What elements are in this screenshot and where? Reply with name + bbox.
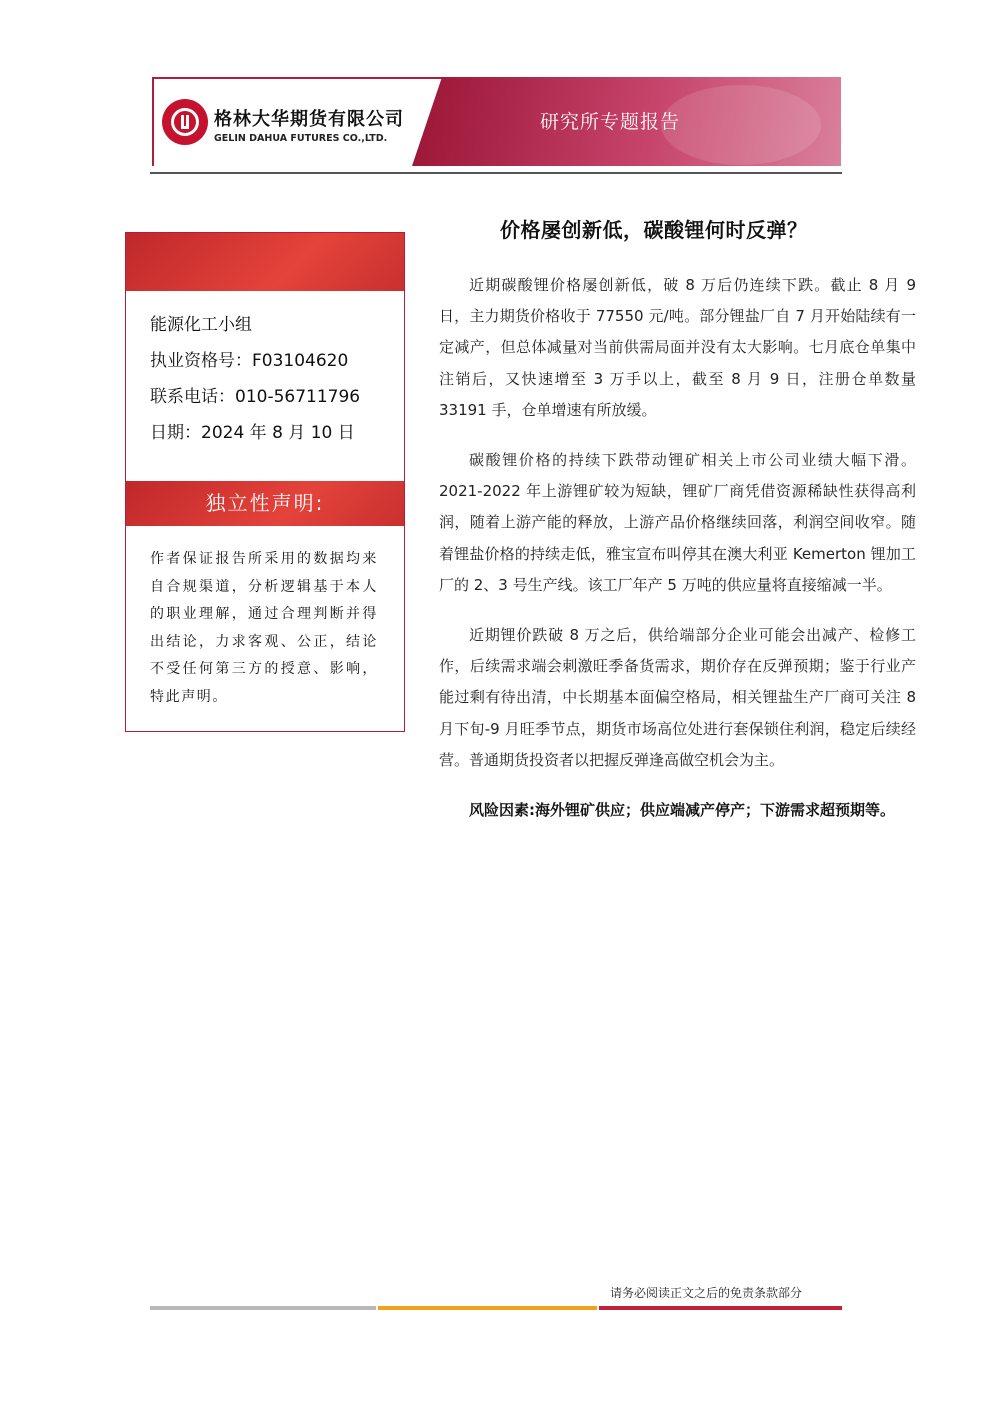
panel-banner (126, 233, 404, 291)
company-seal-icon (162, 99, 208, 145)
footer-bar-gray (150, 1306, 376, 1310)
declaration-text: 作者保证报告所采用的数据均来自合规渠道，分析逻辑基于本人的职业理解，通过合理判断并得出结论，力求客观、公正，结论不受任何第三方的授意、影响，特此声明。 (150, 551, 378, 705)
report-date: 日期：2024 年 8 月 10 日 (150, 423, 355, 443)
paragraph: 近期碳酸锂价格屡创新低，破 8 万后仍连续下跌。截止 8 月 9 日，主力期货价格收于 77550 元/吨。部分锂盐厂自 7 月开始陆续有一定减产，但总体减量对当前供需局面并没有太大影响。七月底仓单集中注销后，又快速增至 3 万手以上，截至 8 月 9 日，注册仓单数量 33191 手，仓单增速有所放缓。 (439, 276, 916, 419)
company-logo (152, 77, 442, 166)
article-body (439, 270, 916, 845)
contact-phone: 联系电话：010-56711796 (150, 387, 361, 407)
declaration-title: 独立性声明: (126, 481, 404, 526)
paragraph: 碳酸锂价格的持续下跌带动锂矿相关上市公司业绩大幅下滑。2021-2022 年上游锂矿较为短缺，锂矿厂商凭借资源稀缺性获得高利润，随着上游产能的释放，上游产品价格继续回落，利润空间收窄。随着锂盐价格的持续走低，雅宝宣布叫停其在澳大利亚 Kemerton 锂加工厂的 2、3 号生产线。该工厂年产 5 万吨的供应量将直接缩减一半。 (439, 451, 916, 594)
paragraph: 近期锂价跌破 8 万之后，供给端部分企业可能会出减产、检修工作，后续需求端会刺激旺季备货需求，期价存在反弹预期；鉴于行业产能过剩有待出清，中长期基本面偏空格局，相关锂盐生产厂商可关注 8 月下旬-9 月旺季节点，期货市场高位处进行套保锁住利润，稳定后续经营。普通期货投资者以把握反弹逢高做空机会为主。 (439, 626, 916, 769)
footer-bar-orange (378, 1306, 597, 1310)
report-header (152, 77, 841, 166)
report-type: 研究所专题报告 (540, 111, 681, 133)
author-info (150, 307, 360, 451)
team-name: 能源化工小组 (150, 315, 252, 335)
company-name-cn: 格林大华期货有限公司 (214, 109, 404, 130)
company-name-en: GELIN DAHUA FUTURES CO.,LTD. (214, 133, 388, 144)
article-title: 价格屡创新低，碳酸锂何时反弹？ (500, 218, 808, 242)
footer-bar-red (599, 1306, 842, 1310)
author-panel (125, 232, 405, 732)
risk-factors: 风险因素:海外锂矿供应；供应端减产停产；下游需求超预期等。 (469, 801, 896, 820)
header-divider (150, 172, 842, 174)
disclaimer-note: 请务必阅读正文之后的免责条款部分 (610, 1286, 803, 1300)
license-number: 执业资格号：F03104620 (150, 351, 349, 371)
